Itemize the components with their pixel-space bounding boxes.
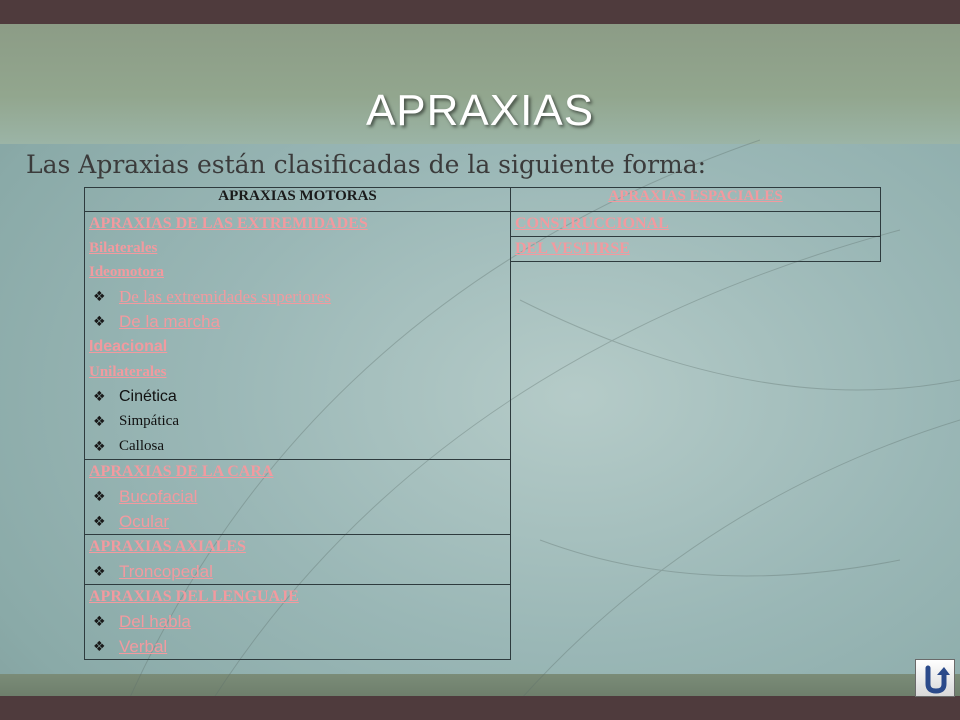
header-motoras: APRAXIAS MOTORAS: [85, 188, 511, 212]
diamond-bullet-icon: ❖: [93, 388, 106, 405]
bottom-bar: [0, 696, 960, 720]
apraxias-table: [84, 187, 881, 660]
link-del-habla[interactable]: Del habla: [119, 611, 191, 631]
list-item: [89, 484, 506, 509]
list-item: [89, 434, 506, 459]
link-bilaterales[interactable]: Bilaterales: [89, 240, 158, 256]
link-axiales[interactable]: APRAXIAS AXIALES: [89, 538, 246, 555]
top-bar: [0, 0, 960, 24]
link-unilaterales[interactable]: Unilaterales: [89, 364, 167, 380]
list-item: [89, 634, 506, 659]
link-lenguaje[interactable]: APRAXIAS DEL LENGUAJE: [89, 588, 299, 605]
list-item: [89, 309, 506, 334]
link-bucofacial[interactable]: Bucofacial: [119, 486, 198, 506]
diamond-bullet-icon: ❖: [93, 513, 106, 530]
return-button[interactable]: [915, 659, 955, 697]
slide-subtitle: Las Apraxias están clasificadas de la siguiente forma:: [26, 150, 707, 179]
link-cara[interactable]: APRAXIAS DE LA CARA: [89, 463, 274, 480]
cell-construccional: [511, 212, 881, 237]
item-simpatica: Simpática: [119, 413, 179, 429]
link-extremidades[interactable]: APRAXIAS DE LAS EXTREMIDADES: [89, 215, 368, 232]
link-verbal[interactable]: Verbal: [119, 636, 168, 656]
diamond-bullet-icon: ❖: [93, 563, 106, 580]
cell-extremidades: [85, 212, 511, 460]
link-extremidades-superiores[interactable]: De las extremidades superiores: [119, 286, 331, 306]
cell-axiales: [85, 535, 511, 585]
link-de-la-marcha[interactable]: De la marcha: [119, 311, 221, 331]
link-ideomotora[interactable]: Ideomotora: [89, 264, 164, 280]
list-item: [89, 284, 506, 309]
item-callosa: Callosa: [119, 438, 164, 454]
list-item: [89, 509, 506, 534]
list-item: [89, 409, 506, 434]
cell-cara: [85, 460, 511, 535]
link-construccional[interactable]: CONSTRUCCIONAL: [515, 215, 669, 232]
link-ideacional[interactable]: Ideacional: [89, 338, 168, 355]
link-del-vestirse[interactable]: DEL VESTIRSE: [515, 240, 630, 257]
header-espaciales-link[interactable]: APRAXIAS ESPACIALES: [608, 188, 783, 204]
diamond-bullet-icon: ❖: [93, 288, 106, 305]
slide-title: APRAXIAS: [365, 86, 595, 135]
list-item: [89, 559, 506, 584]
diamond-bullet-icon: ❖: [93, 488, 106, 505]
diamond-bullet-icon: ❖: [93, 638, 106, 655]
list-item: [89, 384, 506, 409]
cell-vestirse: [511, 237, 881, 262]
link-troncopedal[interactable]: Troncopedal: [119, 561, 213, 581]
diamond-bullet-icon: ❖: [93, 313, 106, 330]
cell-lenguaje: [85, 585, 511, 660]
diamond-bullet-icon: ❖: [93, 413, 106, 430]
header-espaciales-cell: [511, 188, 881, 212]
link-ocular[interactable]: Ocular: [119, 511, 170, 531]
return-arrow-icon: [922, 664, 950, 694]
empty-right-area: [511, 262, 881, 660]
item-cinetica: Cinética: [119, 387, 177, 405]
diamond-bullet-icon: ❖: [93, 613, 106, 630]
diamond-bullet-icon: ❖: [93, 438, 106, 455]
list-item: [89, 609, 506, 634]
